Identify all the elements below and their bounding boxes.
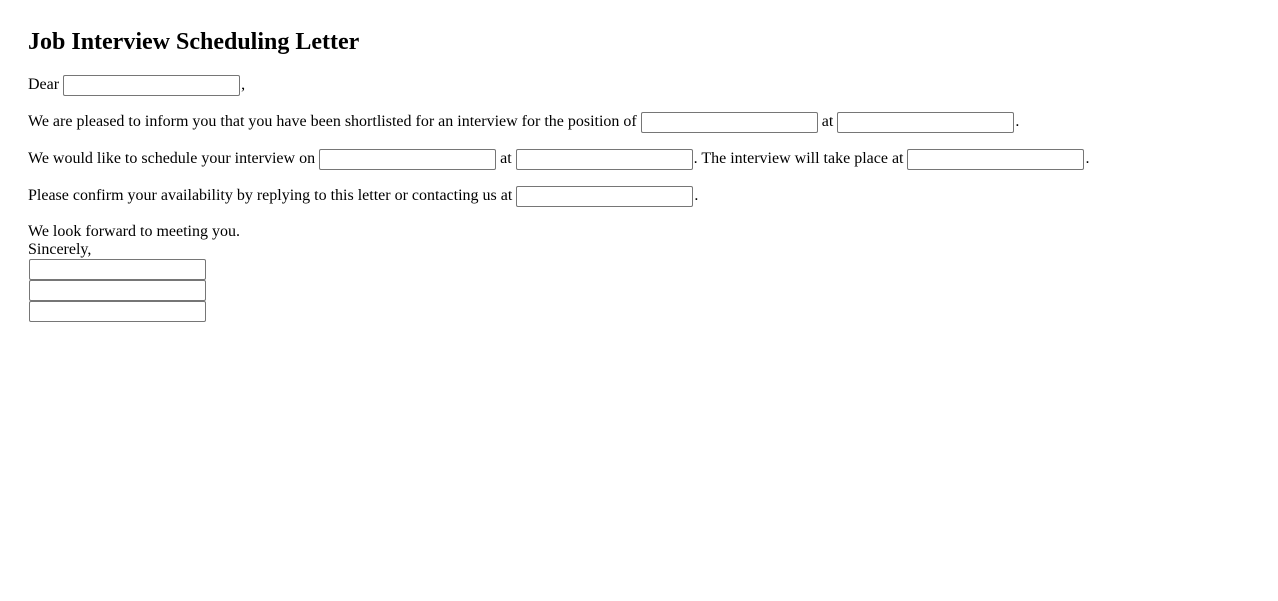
signature-company-input[interactable] [29, 301, 206, 322]
interview-date-input[interactable] [319, 149, 496, 170]
interview-location-input[interactable] [907, 149, 1084, 170]
confirm-text-before: Please confirm your availability by replying to this letter or contacting us at [28, 187, 513, 204]
greeting-suffix: , [241, 76, 246, 93]
shortlist-text-after: . [1015, 113, 1020, 130]
signature-name-input[interactable] [29, 259, 206, 280]
sign-off-text: Sincerely, [28, 241, 92, 258]
look-forward-text: We look forward to meeting you. [28, 223, 240, 240]
contact-input[interactable] [516, 186, 693, 207]
recipient-name-input[interactable] [63, 75, 240, 96]
greeting-line [28, 74, 245, 96]
shortlist-text-middle: at [821, 113, 834, 130]
greeting-prefix: Dear [28, 76, 60, 93]
schedule-text-before: We would like to schedule your interview on [28, 150, 316, 167]
schedule-line [28, 148, 1089, 170]
shortlist-line [28, 111, 1019, 133]
company-input[interactable] [837, 112, 1014, 133]
interview-time-input[interactable] [516, 149, 693, 170]
schedule-text-location: . The interview will take place at [693, 150, 904, 167]
shortlist-text-before: We are pleased to inform you that you have been shortlisted for an interview for the position of [28, 113, 637, 130]
schedule-text-after: . [1085, 150, 1090, 167]
confirm-text-after: . [694, 187, 699, 204]
confirm-line [28, 185, 698, 207]
schedule-text-at: at [500, 150, 512, 167]
position-input[interactable] [641, 112, 818, 133]
signature-title-input[interactable] [29, 280, 206, 301]
page-title: Job Interview Scheduling Letter [28, 29, 360, 55]
